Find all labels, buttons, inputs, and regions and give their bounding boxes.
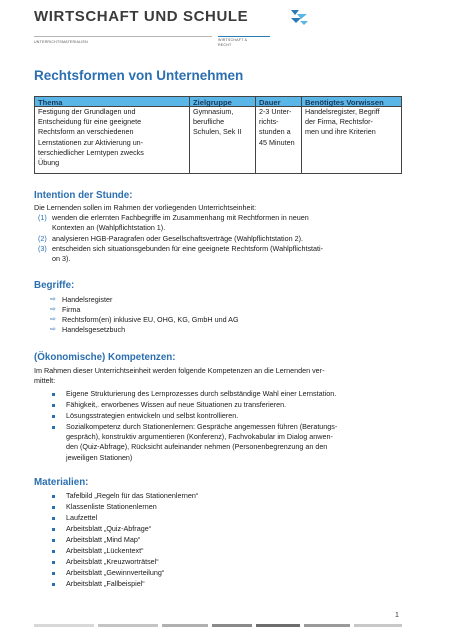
table-cell-thema: Festigung der Grundlagen und Entscheidung für eine geeignete Rechtsform an verschiedenen Lernstationen zur Aktivierung un- terschiedlicher Lerntypen zwecks Übung (38, 107, 144, 168)
section-heading-intention: Intention der Stunde: (34, 190, 133, 201)
logo-icon (288, 6, 310, 26)
arrow-right-icon: ⇨ (50, 296, 56, 303)
bullet-square-icon (52, 415, 55, 418)
section-heading-begriffe: Begriffe: (34, 280, 75, 291)
bullet-square-icon (52, 561, 55, 564)
header-divider-blue (218, 36, 270, 37)
table-cell-zielgruppe: Gymnasium, berufliche Schulen, Sek II (193, 107, 242, 137)
section-heading-kompetenzen: (Ökonomische) Kompetenzen: (34, 352, 176, 363)
table-cell-vorwissen: Handelsregister, Begriff der Firma, Rechtsfor- men und ihre Kriterien (305, 107, 380, 137)
table-header-thema: Thema (38, 98, 63, 107)
header-divider-gray (34, 36, 212, 37)
arrow-right-icon: ⇨ (50, 306, 56, 313)
kompetenzen-intro: Im Rahmen dieser Unterrichtseinheit werden folgende Kompetenzen an die Lernenden ver- mittelt: (34, 366, 325, 386)
bullet-square-icon (52, 506, 55, 509)
bullet-square-icon (52, 517, 55, 520)
bullet-square-icon (52, 539, 55, 542)
brand-title: WIRTSCHAFT UND SCHULE (34, 8, 249, 25)
section-heading-materialien: Materialien: (34, 477, 89, 488)
bullet-square-icon (52, 572, 55, 575)
arrow-right-icon: ⇨ (50, 326, 56, 333)
bullet-square-icon (52, 583, 55, 586)
footer-bar (34, 624, 402, 627)
page-title: Rechtsformen von Unternehmen (34, 68, 244, 83)
arrow-right-icon: ⇨ (50, 316, 56, 323)
table-cell-dauer: 2-3 Unter- richts- stunden a 45 Minuten (259, 107, 295, 147)
bullet-square-icon (52, 528, 55, 531)
bullet-square-icon (52, 426, 55, 429)
page-number: 1 (395, 612, 399, 619)
intention-intro: Die Lernenden sollen im Rahmen der vorliegenden Unterrichtseinheit: (34, 203, 257, 212)
bullet-square-icon (52, 393, 55, 396)
bullet-square-icon (52, 404, 55, 407)
document-page: WIRTSCHAFT UND SCHULE UNTERRICHTSMATERIALIEN WIRTSCHAFT & RECHT Rechtsformen von Unternehmen Thema Zielgruppe Dauer Benötigtes Vorwissen Festigung der Grundlagen und Entscheidung für eine geeignete Rechtsform an verschiedenen Lernstationen zur Aktivierung un- terschiedlicher Lerntypen zwecks Übung Gymnasium, berufliche Schulen, Sek II 2-3 Unter- richts- stunden a 45 Minuten Handelsregister, Begriff der Firma, Rechtsfor- men und ihre Kriterien Intention der Stunde: Die Lernenden sollen im Rahmen der vorliegenden Unterrichtseinheit: (1) wenden die erlernten Fachbegriffe im Zusammenhang mit Rechtformen in neuen Kontexten an (Wahlpflichtstation 1). (2) analysieren HGB-Paragrafen oder Gesellschaftsverträge (Wahlpflichtstation 2). (3) entscheiden sich situationsgebunden für eine geeignete Rechtsform (Wahlpflichtstati- on 3). Begriffe: ⇨ Handelsregister ⇨ Firma ⇨ Rechtsform(en) inklusive EU, OHG, KG, GmbH und AG ⇨ Handelsgesetzbuch (Ökonomische) Kompetenzen: Im Rahmen dieser Unterrichtseinheit werden folgende Kompetenzen an die Lernenden ver- mittelt: Eigene Strukturierung des Lernprozesses durch selbständige Wahl einer Lernstation. Fähigkeit,. erworbenes Wissen auf neue Situationen zu transferieren. Lösungsstrategien entwickeln und selbst kontrollieren. Sozialkompetenz durch Stationenlernen: Gespräche angemessen führen (Beratungs- gespräch), konstruktiv argumentieren (Konferenz), Fachvokabular im Dialog anwen- den (Quiz-Abfrage), Rücksicht aufeinander nehmen (Personenbegrenzung an den jeweiligen Stationen) Materialien: Tafelbild „Regeln für das Stationenlernen“ Klassenliste Stationenlernen Laufzettel Arbeitsblatt „Quiz-Abfrage“ Arbeitsblatt „Mind Map“ Arbeitsblatt „Lückentext“ Arbeitsblatt „Kreuzworträtsel“ Arbeitsblatt „Gewinnverteilung“ Arbeitsblatt „Fallbeispiel“ 1 (0, 0, 452, 640)
header-subtitle-right: WIRTSCHAFT & RECHT (218, 38, 248, 47)
bullet-square-icon (52, 495, 55, 498)
table-header-vorwissen: Benötigtes Vorwissen (305, 98, 384, 107)
header-subtitle-left: UNTERRICHTSMATERIALIEN (34, 40, 88, 44)
bullet-square-icon (52, 550, 55, 553)
overview-table (34, 96, 402, 174)
table-header-zielgruppe: Zielgruppe (193, 98, 232, 107)
table-header-dauer: Dauer (259, 98, 281, 107)
